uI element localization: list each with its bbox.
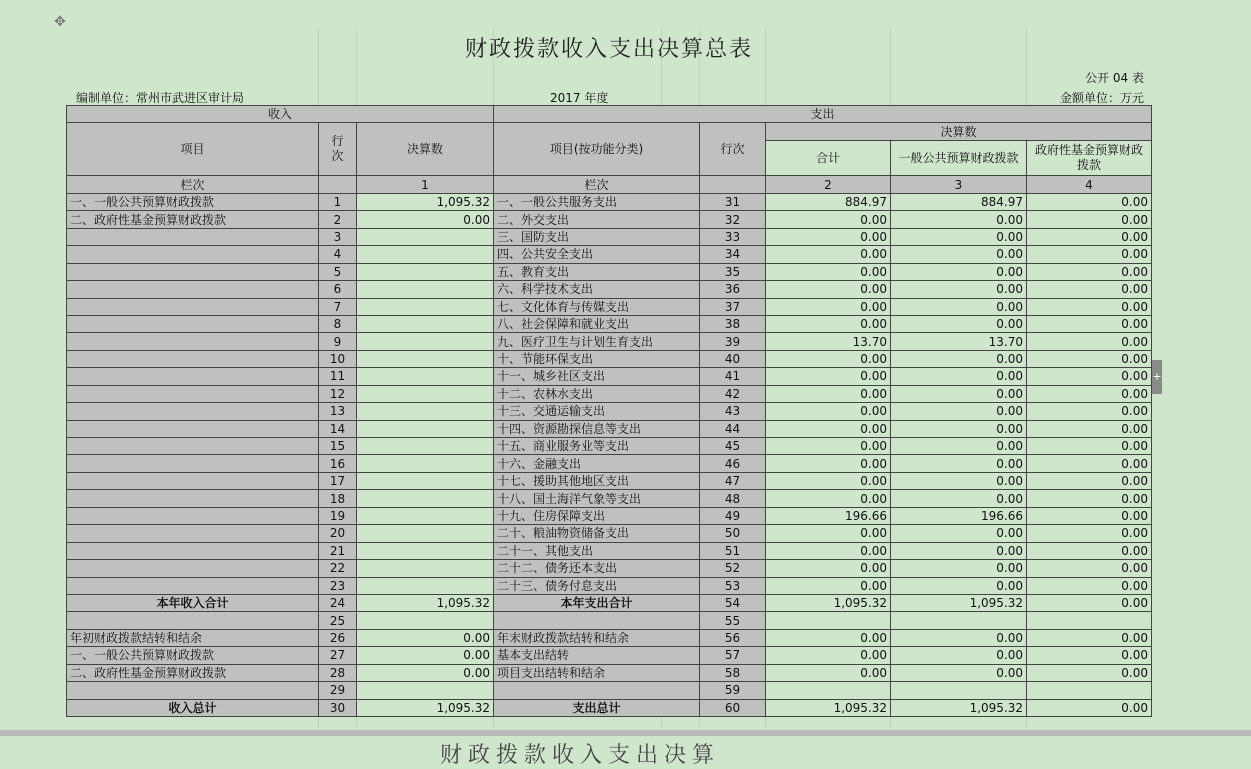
income-item xyxy=(67,298,319,315)
expense-total: 0.00 xyxy=(766,420,891,437)
expense-total: 0.00 xyxy=(766,350,891,367)
expense-general: 0.00 xyxy=(891,315,1027,332)
income-item: 本年收入合计 xyxy=(67,594,319,611)
expense-fund: 0.00 xyxy=(1027,594,1152,611)
income-row-no: 23 xyxy=(319,577,357,594)
expense-general: 0.00 xyxy=(891,647,1027,664)
expense-fund: 0.00 xyxy=(1027,211,1152,228)
expense-total: 0.00 xyxy=(766,629,891,646)
gov-fund-header: 政府性基金预算财政拨款 xyxy=(1027,140,1152,176)
expense-row-no: 45 xyxy=(700,438,766,455)
income-item xyxy=(67,525,319,542)
expense-total: 0.00 xyxy=(766,403,891,420)
income-row-no: 21 xyxy=(319,542,357,559)
expense-item: 十九、住房保障支出 xyxy=(494,507,700,524)
expense-general: 0.00 xyxy=(891,438,1027,455)
income-amount xyxy=(357,420,494,437)
income-row-no: 22 xyxy=(319,560,357,577)
expense-total: 196.66 xyxy=(766,507,891,524)
income-row-no: 14 xyxy=(319,420,357,437)
income-amount: 0.00 xyxy=(357,211,494,228)
general-budget-header: 一般公共预算财政拨款 xyxy=(891,140,1027,176)
expense-row-no: 54 xyxy=(700,594,766,611)
expense-general: 0.00 xyxy=(891,211,1027,228)
budget-table xyxy=(66,105,1152,717)
income-item xyxy=(67,333,319,350)
income-row-no: 16 xyxy=(319,455,357,472)
income-row-no: 1 xyxy=(319,193,357,210)
table-row xyxy=(67,368,1152,385)
income-row-no: 4 xyxy=(319,246,357,263)
income-item: 一、一般公共预算财政拨款 xyxy=(67,647,319,664)
expense-item: 二十三、债务付息支出 xyxy=(494,577,700,594)
expense-row-no: 31 xyxy=(700,193,766,210)
expense-row-no: 53 xyxy=(700,577,766,594)
expense-fund: 0.00 xyxy=(1027,629,1152,646)
table-row xyxy=(67,472,1152,489)
report-sheet xyxy=(66,28,1152,728)
expense-item: 三、国防支出 xyxy=(494,228,700,245)
income-amount xyxy=(357,560,494,577)
income-row-no: 12 xyxy=(319,385,357,402)
expense-item: 项目支出结转和结余 xyxy=(494,664,700,681)
table-row xyxy=(67,612,1152,629)
expense-total: 0.00 xyxy=(766,560,891,577)
expense-fund: 0.00 xyxy=(1027,263,1152,280)
income-amount: 0.00 xyxy=(357,629,494,646)
expense-item: 十四、资源勘探信息等支出 xyxy=(494,420,700,437)
income-item xyxy=(67,438,319,455)
income-row-no: 11 xyxy=(319,368,357,385)
income-item xyxy=(67,420,319,437)
expense-total: 0.00 xyxy=(766,368,891,385)
col-2: 2 xyxy=(766,176,891,193)
expense-general: 884.97 xyxy=(891,193,1027,210)
income-item: 一、一般公共预算财政拨款 xyxy=(67,193,319,210)
income-row-no: 5 xyxy=(319,263,357,280)
final-amount2-header: 决算数 xyxy=(766,123,1152,140)
income-amount xyxy=(357,612,494,629)
expense-fund: 0.00 xyxy=(1027,298,1152,315)
expense-item: 七、文化体育与传媒支出 xyxy=(494,298,700,315)
income-amount xyxy=(357,490,494,507)
income-row-no: 26 xyxy=(319,629,357,646)
expense-row-no: 42 xyxy=(700,385,766,402)
income-item xyxy=(67,455,319,472)
income-amount xyxy=(357,246,494,263)
expense-general: 1,095.32 xyxy=(891,699,1027,716)
expense-row-no: 40 xyxy=(700,350,766,367)
expense-general xyxy=(891,682,1027,699)
reporting-unit: 编制单位：常州市武进区审计局 xyxy=(76,91,245,105)
income-row-no: 6 xyxy=(319,281,357,298)
income-amount xyxy=(357,403,494,420)
expense-item: 二十一、其他支出 xyxy=(494,542,700,559)
table-row xyxy=(67,455,1152,472)
income-amount: 1,095.32 xyxy=(357,594,494,611)
expense-total: 0.00 xyxy=(766,577,891,594)
income-amount xyxy=(357,682,494,699)
expense-row-no: 38 xyxy=(700,315,766,332)
income-row-no: 30 xyxy=(319,699,357,716)
expense-item: 二、外交支出 xyxy=(494,211,700,228)
expense-total: 0.00 xyxy=(766,472,891,489)
col-3: 3 xyxy=(891,176,1027,193)
expense-general: 0.00 xyxy=(891,455,1027,472)
expense-fund: 0.00 xyxy=(1027,647,1152,664)
form-number: 公开 04 表 xyxy=(1085,71,1144,85)
expense-row-no: 49 xyxy=(700,507,766,524)
income-item xyxy=(67,246,319,263)
expense-total: 0.00 xyxy=(766,281,891,298)
expense-item: 十、节能环保支出 xyxy=(494,350,700,367)
income-row-no: 10 xyxy=(319,350,357,367)
income-row-no: 27 xyxy=(319,647,357,664)
expense-row-no: 44 xyxy=(700,420,766,437)
income-item xyxy=(67,315,319,332)
expense-row-no: 37 xyxy=(700,298,766,315)
expense-item xyxy=(494,682,700,699)
expense-fund: 0.00 xyxy=(1027,438,1152,455)
income-item xyxy=(67,490,319,507)
expense-row-no: 34 xyxy=(700,246,766,263)
income-row-no: 8 xyxy=(319,315,357,332)
expense-general: 196.66 xyxy=(891,507,1027,524)
income-amount xyxy=(357,385,494,402)
expense-item: 十三、交通运输支出 xyxy=(494,403,700,420)
expense-row-no: 46 xyxy=(700,455,766,472)
table-row xyxy=(67,629,1152,646)
table-row xyxy=(67,664,1152,681)
expense-item: 十二、农林水支出 xyxy=(494,385,700,402)
income-amount xyxy=(357,542,494,559)
expense-total: 0.00 xyxy=(766,455,891,472)
expense-fund: 0.00 xyxy=(1027,385,1152,402)
item-header: 项目 xyxy=(67,123,319,176)
income-amount: 1,095.32 xyxy=(357,193,494,210)
expense-row-no: 58 xyxy=(700,664,766,681)
income-amount xyxy=(357,368,494,385)
expense-item: 本年支出合计 xyxy=(494,594,700,611)
table-row xyxy=(67,385,1152,402)
expense-total: 884.97 xyxy=(766,193,891,210)
expense-total: 0.00 xyxy=(766,298,891,315)
income-item xyxy=(67,682,319,699)
expense-fund: 0.00 xyxy=(1027,228,1152,245)
income-amount xyxy=(357,472,494,489)
income-item: 年初财政拨款结转和结余 xyxy=(67,629,319,646)
expense-general: 0.00 xyxy=(891,664,1027,681)
expense-total: 0.00 xyxy=(766,385,891,402)
income-item xyxy=(67,228,319,245)
table-row xyxy=(67,298,1152,315)
expense-total: 0.00 xyxy=(766,438,891,455)
table-row xyxy=(67,490,1152,507)
expense-general xyxy=(891,612,1027,629)
table-row xyxy=(67,560,1152,577)
expense-item xyxy=(494,612,700,629)
expense-item: 八、社会保障和就业支出 xyxy=(494,315,700,332)
income-row-no: 7 xyxy=(319,298,357,315)
item-func-header: 项目(按功能分类) xyxy=(494,123,700,176)
table-row xyxy=(67,350,1152,367)
expense-row-no: 51 xyxy=(700,542,766,559)
income-row-no: 20 xyxy=(319,525,357,542)
expense-general: 0.00 xyxy=(891,629,1027,646)
expense-fund: 0.00 xyxy=(1027,333,1152,350)
expense-fund: 0.00 xyxy=(1027,246,1152,263)
table-row xyxy=(67,507,1152,524)
income-item xyxy=(67,507,319,524)
expense-item: 十六、金融支出 xyxy=(494,455,700,472)
expense-item: 一、一般公共服务支出 xyxy=(494,193,700,210)
table-row xyxy=(67,699,1152,716)
expense-fund: 0.00 xyxy=(1027,699,1152,716)
expense-total xyxy=(766,682,891,699)
income-amount xyxy=(357,350,494,367)
expense-general: 0.00 xyxy=(891,368,1027,385)
expense-fund: 0.00 xyxy=(1027,350,1152,367)
expense-fund: 0.00 xyxy=(1027,664,1152,681)
expense-total: 0.00 xyxy=(766,542,891,559)
expense-total: 0.00 xyxy=(766,228,891,245)
expense-row-no: 32 xyxy=(700,211,766,228)
expense-fund: 0.00 xyxy=(1027,525,1152,542)
expense-total: 0.00 xyxy=(766,525,891,542)
expense-general: 0.00 xyxy=(891,542,1027,559)
income-amount xyxy=(357,263,494,280)
income-item xyxy=(67,350,319,367)
expense-row-no: 48 xyxy=(700,490,766,507)
final-amount-header: 决算数 xyxy=(357,123,494,176)
income-amount xyxy=(357,298,494,315)
expense-general: 0.00 xyxy=(891,263,1027,280)
table-row xyxy=(67,438,1152,455)
expense-general: 0.00 xyxy=(891,350,1027,367)
fiscal-year: 2017 年度 xyxy=(550,91,609,105)
col-4: 4 xyxy=(1027,176,1152,193)
income-row-no: 18 xyxy=(319,490,357,507)
table-row xyxy=(67,577,1152,594)
income-item: 二、政府性基金预算财政拨款 xyxy=(67,211,319,228)
expense-row-no: 35 xyxy=(700,263,766,280)
expand-handle-icon[interactable]: + xyxy=(1152,360,1162,394)
income-row-no: 2 xyxy=(319,211,357,228)
income-row-no: 29 xyxy=(319,682,357,699)
table-row xyxy=(67,525,1152,542)
income-amount: 1,095.32 xyxy=(357,699,494,716)
expense-general: 13.70 xyxy=(891,333,1027,350)
expense-row-no: 52 xyxy=(700,560,766,577)
income-item xyxy=(67,385,319,402)
table-row xyxy=(67,211,1152,228)
expense-item: 十一、城乡社区支出 xyxy=(494,368,700,385)
table-row xyxy=(67,193,1152,210)
expense-item: 二十二、债务还本支出 xyxy=(494,560,700,577)
table-row xyxy=(67,403,1152,420)
income-amount xyxy=(357,577,494,594)
expense-total: 0.00 xyxy=(766,263,891,280)
expense-fund: 0.00 xyxy=(1027,281,1152,298)
expense-total: 13.70 xyxy=(766,333,891,350)
expense-row-no: 57 xyxy=(700,647,766,664)
next-page-title: 财政拨款收入支出决算 xyxy=(440,743,721,768)
income-row-no: 9 xyxy=(319,333,357,350)
col-1: 1 xyxy=(357,176,494,193)
expense-general: 0.00 xyxy=(891,472,1027,489)
expense-item: 二十、粮油物资储备支出 xyxy=(494,525,700,542)
expense-fund xyxy=(1027,682,1152,699)
expense-total: 0.00 xyxy=(766,246,891,263)
expense-fund: 0.00 xyxy=(1027,455,1152,472)
income-row-no: 28 xyxy=(319,664,357,681)
total-header: 合计 xyxy=(766,140,891,176)
expense-fund: 0.00 xyxy=(1027,420,1152,437)
row-no-header: 行 次 xyxy=(319,123,357,176)
row-no2-header: 行次 xyxy=(700,123,766,176)
expense-fund: 0.00 xyxy=(1027,542,1152,559)
expense-fund: 0.00 xyxy=(1027,472,1152,489)
expense-row-no: 41 xyxy=(700,368,766,385)
expense-fund: 0.00 xyxy=(1027,560,1152,577)
table-row xyxy=(67,333,1152,350)
expense-fund: 0.00 xyxy=(1027,577,1152,594)
income-amount xyxy=(357,315,494,332)
income-row-no: 19 xyxy=(319,507,357,524)
expense-general: 0.00 xyxy=(891,420,1027,437)
expense-row-no: 50 xyxy=(700,525,766,542)
expense-fund: 0.00 xyxy=(1027,507,1152,524)
income-row-no: 17 xyxy=(319,472,357,489)
expense-item: 基本支出结转 xyxy=(494,647,700,664)
expense-row-no: 55 xyxy=(700,612,766,629)
income-row-no: 13 xyxy=(319,403,357,420)
expense-row-no: 56 xyxy=(700,629,766,646)
expense-row-no: 43 xyxy=(700,403,766,420)
expense-total: 0.00 xyxy=(766,211,891,228)
expense-total: 1,095.32 xyxy=(766,699,891,716)
expense-general: 1,095.32 xyxy=(891,594,1027,611)
expense-row-no: 47 xyxy=(700,472,766,489)
table-row xyxy=(67,228,1152,245)
income-item xyxy=(67,403,319,420)
expense-item: 年末财政拨款结转和结余 xyxy=(494,629,700,646)
expense-general: 0.00 xyxy=(891,577,1027,594)
expense-total: 0.00 xyxy=(766,647,891,664)
income-amount xyxy=(357,455,494,472)
move-handle-icon[interactable]: ✥ xyxy=(54,14,66,30)
income-row-no: 15 xyxy=(319,438,357,455)
col-label2: 栏次 xyxy=(494,176,700,193)
expense-total: 0.00 xyxy=(766,664,891,681)
expense-fund: 0.00 xyxy=(1027,315,1152,332)
expense-item: 十八、国土海洋气象等支出 xyxy=(494,490,700,507)
expense-item: 五、教育支出 xyxy=(494,263,700,280)
expense-fund: 0.00 xyxy=(1027,403,1152,420)
income-header: 收入 xyxy=(67,106,494,123)
expense-item: 六、科学技术支出 xyxy=(494,281,700,298)
expense-general: 0.00 xyxy=(891,403,1027,420)
report-title: 财政拨款收入支出决算总表 xyxy=(464,37,753,62)
expense-general: 0.00 xyxy=(891,298,1027,315)
expense-header: 支出 xyxy=(494,106,1152,123)
income-amount xyxy=(357,525,494,542)
expense-item: 支出总计 xyxy=(494,699,700,716)
table-row xyxy=(67,420,1152,437)
income-amount xyxy=(357,281,494,298)
income-item xyxy=(67,281,319,298)
expense-general: 0.00 xyxy=(891,246,1027,263)
expense-fund: 0.00 xyxy=(1027,490,1152,507)
expense-total: 0.00 xyxy=(766,490,891,507)
expense-general: 0.00 xyxy=(891,490,1027,507)
table-row xyxy=(67,315,1152,332)
income-amount xyxy=(357,333,494,350)
income-item xyxy=(67,612,319,629)
income-row-no: 24 xyxy=(319,594,357,611)
expense-fund: 0.00 xyxy=(1027,193,1152,210)
table-row xyxy=(67,263,1152,280)
amount-unit: 金额单位：万元 xyxy=(1059,91,1144,105)
income-row-no: 25 xyxy=(319,612,357,629)
table-row xyxy=(67,594,1152,611)
expense-general: 0.00 xyxy=(891,385,1027,402)
income-amount xyxy=(357,507,494,524)
table-row xyxy=(67,542,1152,559)
expense-general: 0.00 xyxy=(891,281,1027,298)
income-amount: 0.00 xyxy=(357,647,494,664)
table-row xyxy=(67,246,1152,263)
expense-row-no: 59 xyxy=(700,682,766,699)
expense-row-no: 36 xyxy=(700,281,766,298)
expense-row-no: 60 xyxy=(700,699,766,716)
expense-general: 0.00 xyxy=(891,525,1027,542)
expense-fund xyxy=(1027,612,1152,629)
income-amount xyxy=(357,438,494,455)
income-item xyxy=(67,560,319,577)
income-item xyxy=(67,542,319,559)
expense-row-no: 39 xyxy=(700,333,766,350)
income-item xyxy=(67,368,319,385)
table-row xyxy=(67,281,1152,298)
expense-row-no: 33 xyxy=(700,228,766,245)
expense-total xyxy=(766,612,891,629)
income-amount xyxy=(357,228,494,245)
table-row xyxy=(67,647,1152,664)
income-item xyxy=(67,577,319,594)
expense-fund: 0.00 xyxy=(1027,368,1152,385)
expense-total: 1,095.32 xyxy=(766,594,891,611)
expense-item: 十七、援助其他地区支出 xyxy=(494,472,700,489)
sheet-divider xyxy=(0,730,1251,736)
expense-general: 0.00 xyxy=(891,228,1027,245)
income-item: 收入总计 xyxy=(67,699,319,716)
income-row-no: 3 xyxy=(319,228,357,245)
expense-item: 九、医疗卫生与计划生育支出 xyxy=(494,333,700,350)
expense-item: 十五、商业服务业等支出 xyxy=(494,438,700,455)
income-item xyxy=(67,472,319,489)
expense-general: 0.00 xyxy=(891,560,1027,577)
income-item: 二、政府性基金预算财政拨款 xyxy=(67,664,319,681)
expense-item: 四、公共安全支出 xyxy=(494,246,700,263)
col-label: 栏次 xyxy=(67,176,319,193)
income-item xyxy=(67,263,319,280)
expense-total: 0.00 xyxy=(766,315,891,332)
table-row xyxy=(67,682,1152,699)
income-amount: 0.00 xyxy=(357,664,494,681)
